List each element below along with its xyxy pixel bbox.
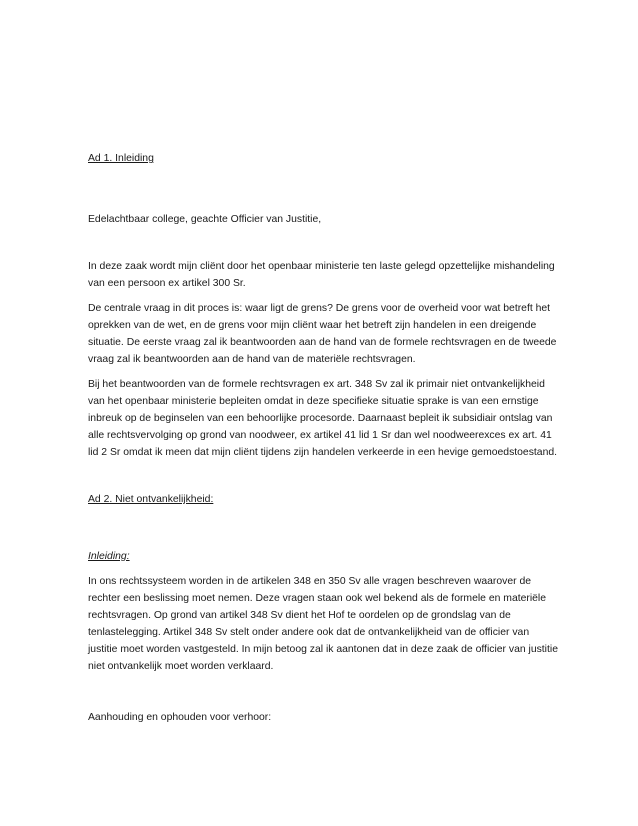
spacer	[88, 167, 558, 211]
spacer	[88, 228, 558, 258]
section-heading-niet-ontvankelijkheid: Ad 2. Niet ontvankelijkheid:	[88, 494, 214, 505]
spacer	[88, 683, 558, 709]
paragraph-intro: In deze zaak wordt mijn cliënt door het openbaar ministerie ten laste gelegd opzettelijke mishandeling van een persoon ex artikel 300 Sr.	[88, 261, 555, 289]
paragraph-central-question: De centrale vraag in dit proces is: waar ligt de grens? De grens voor de overheid voor wat betreft het oprekken van de wet, en de grens voor mijn cliënt waar het betreft zijn handelen in een dreigende situatie. De eerste vraag zal ik beantwoorden aan de hand van de formele rechtsvragen en de tweede vraag zal ik beantwoorden aan de hand van de materiële rechtsvragen.	[88, 303, 557, 365]
document-body	[88, 150, 558, 726]
spacer	[88, 469, 558, 491]
subheading-inleiding: Inleiding:	[88, 551, 130, 562]
paragraph-formal-questions: Bij het beantwoorden van de formele rechtsvragen ex art. 348 Sv zal ik primair niet ontvankelijkheid van het openbaar ministerie bepleiten omdat in deze specifieke situatie sprake is van een ernstige inbreuk op de beginselen van een behoorlijke procesorde. Daarnaast bepleit ik subsidiair ontslag van alle rechtsvervolging op grond van noodweer, ex artikel 41 lid 1 Sr dan wel noodweerexces ex art. 41 lid 2 Sr omdat ik meen dat mijn cliënt tijdens zijn handelen verkeerde in een hevige gemoedstoestand.	[88, 379, 558, 458]
salutation: Edelachtbaar college, geachte Officier van Justitie,	[88, 214, 322, 225]
subheading-aanhouding: Aanhouding en ophouden voor verhoor:	[88, 712, 272, 723]
section-heading-inleiding: Ad 1. Inleiding	[88, 153, 154, 164]
spacer	[88, 508, 558, 548]
paragraph-rechtssysteem: In ons rechtssysteem worden in de artikelen 348 en 350 Sv alle vragen beschreven waarover de rechter een beslissing moet nemen. Deze vragen staan ook wel bekend als de formele en materiële rechtsvragen. Op grond van artikel 348 Sv dient het Hof te oordelen op de grondslag van de tenlastelegging. Artikel 348 Sv stelt onder andere ook dat de ontvankelijkheid van de officier van justitie moet worden vastgesteld. In mijn betoog zal ik aantonen dat in deze zaak de officier van justitie niet ontvankelijk moet worden verklaard.	[88, 576, 558, 672]
